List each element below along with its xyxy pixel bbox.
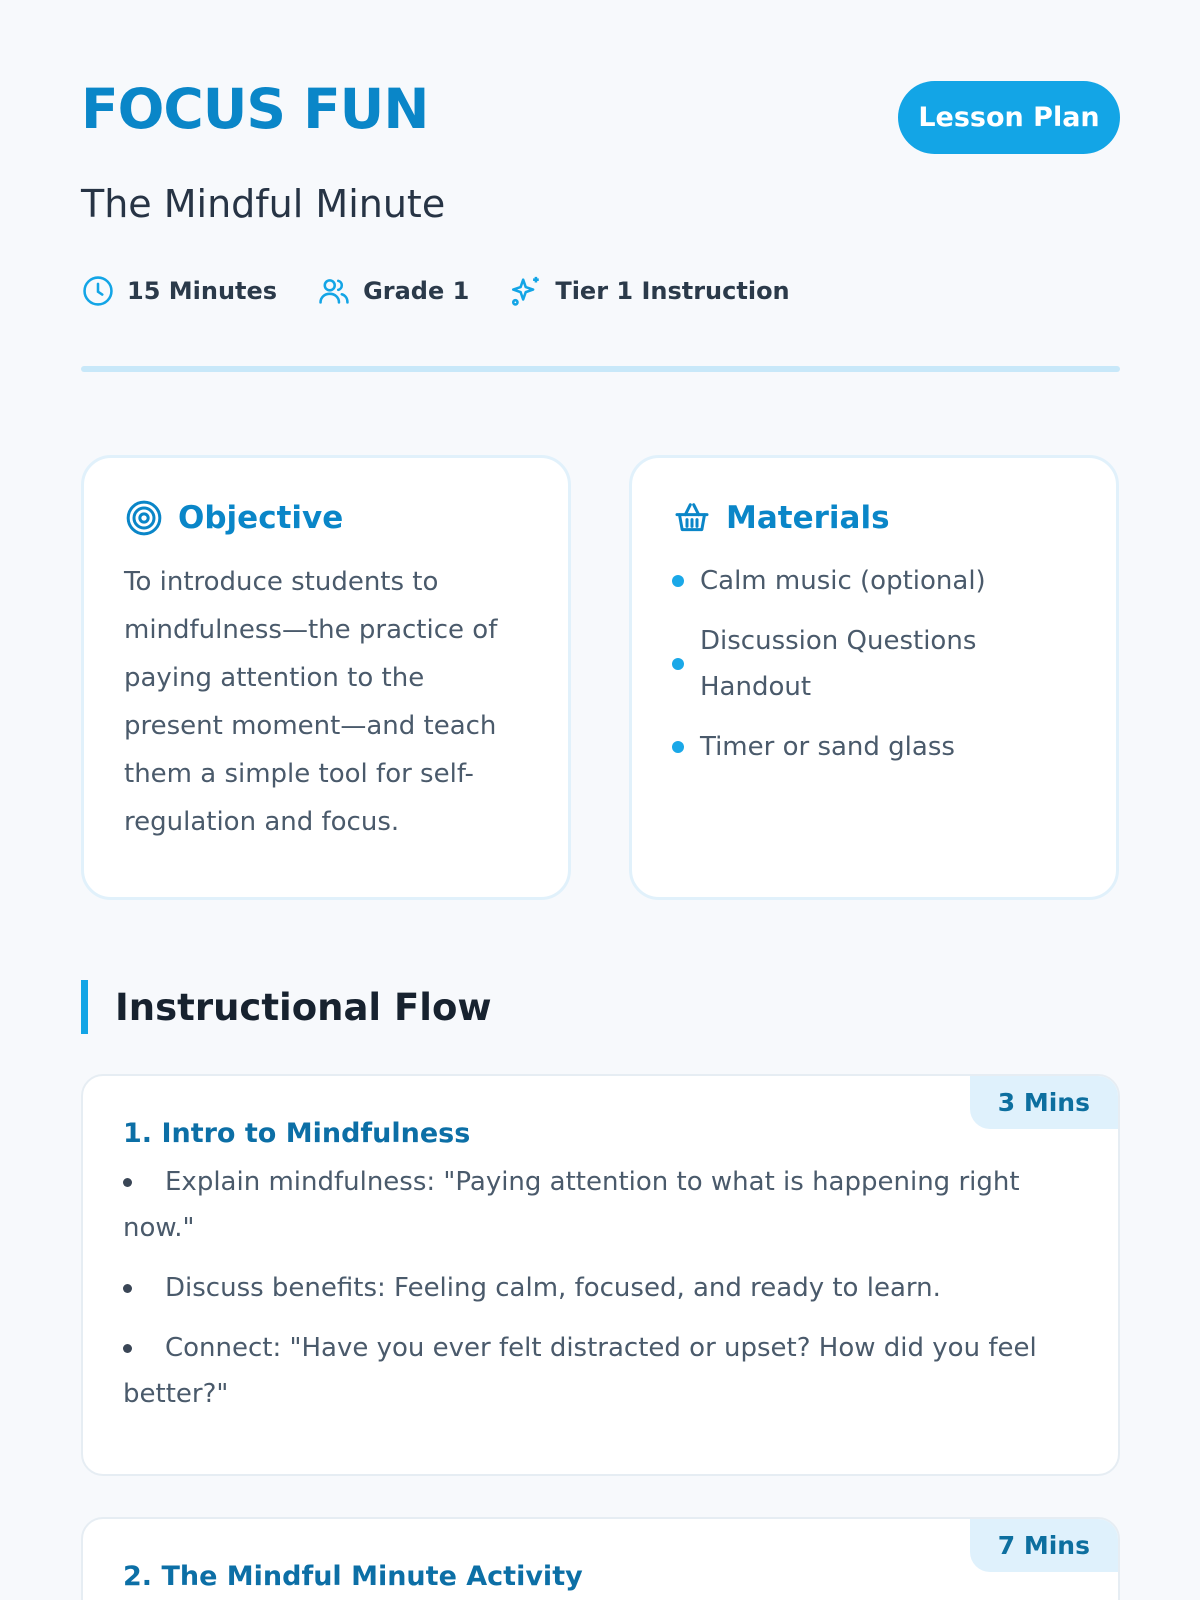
materials-item: Timer or sand glass — [672, 724, 1076, 770]
bullet-dot — [123, 1284, 132, 1293]
brand-title: FOCUS FUN — [81, 77, 429, 141]
lesson-plan-badge[interactable]: Lesson Plan — [898, 81, 1120, 154]
meta-tier-label: Tier 1 Instruction — [555, 277, 790, 305]
bullet-dot — [123, 1344, 132, 1353]
step-point: Discuss benefits: Feeling calm, focused, and ready to learn. — [123, 1265, 1078, 1311]
materials-list — [672, 558, 1076, 770]
bullet-dot — [672, 575, 684, 587]
flow-step-2 — [81, 1517, 1120, 1600]
duration-badge: 3 Mins — [970, 1076, 1118, 1129]
users-icon — [317, 274, 351, 308]
materials-item: Discussion Questions Handout — [672, 618, 1002, 710]
lesson-title: The Mindful Minute — [81, 182, 446, 226]
materials-header — [672, 498, 1076, 538]
target-icon — [124, 498, 164, 538]
materials-card — [629, 455, 1119, 900]
materials-item: Calm music (optional) — [672, 558, 1076, 604]
step-point: Explain mindfulness: "Paying attention to what is happening right now." — [123, 1167, 1020, 1243]
objective-heading: Objective — [178, 500, 344, 536]
bullet-dot — [123, 1178, 132, 1187]
clock-icon — [81, 274, 115, 308]
meta-duration — [81, 274, 277, 308]
objective-text: To introduce students to mindfulness—the practice of paying attention to the present moment—and teach them a simple tool for self-regulation and focus. — [124, 567, 498, 837]
basket-icon — [672, 498, 712, 538]
bullet-dot — [672, 741, 684, 753]
meta-grade — [317, 274, 469, 308]
flow-step-1 — [81, 1074, 1120, 1476]
step-points — [123, 1159, 1078, 1417]
objective-card — [81, 455, 571, 900]
materials-heading: Materials — [726, 500, 890, 536]
section-title: Instructional Flow — [115, 985, 492, 1029]
sparkles-icon — [509, 274, 543, 308]
header-divider — [81, 366, 1120, 372]
meta-duration-label: 15 Minutes — [127, 277, 278, 305]
meta-grade-label: Grade 1 — [363, 277, 470, 305]
instructional-flow-heading — [81, 980, 492, 1034]
step-title: 2. The Mindful Minute Activity — [123, 1561, 583, 1592]
duration-badge: 7 Mins — [970, 1519, 1118, 1572]
bullet-dot — [672, 658, 684, 670]
objective-header — [124, 498, 528, 538]
step-title: 1. Intro to Mindfulness — [123, 1118, 471, 1149]
step-point: Connect: "Have you ever felt distracted or upset? How did you feel better?" — [123, 1333, 1037, 1409]
lesson-meta — [81, 274, 830, 308]
meta-tier — [509, 274, 789, 308]
